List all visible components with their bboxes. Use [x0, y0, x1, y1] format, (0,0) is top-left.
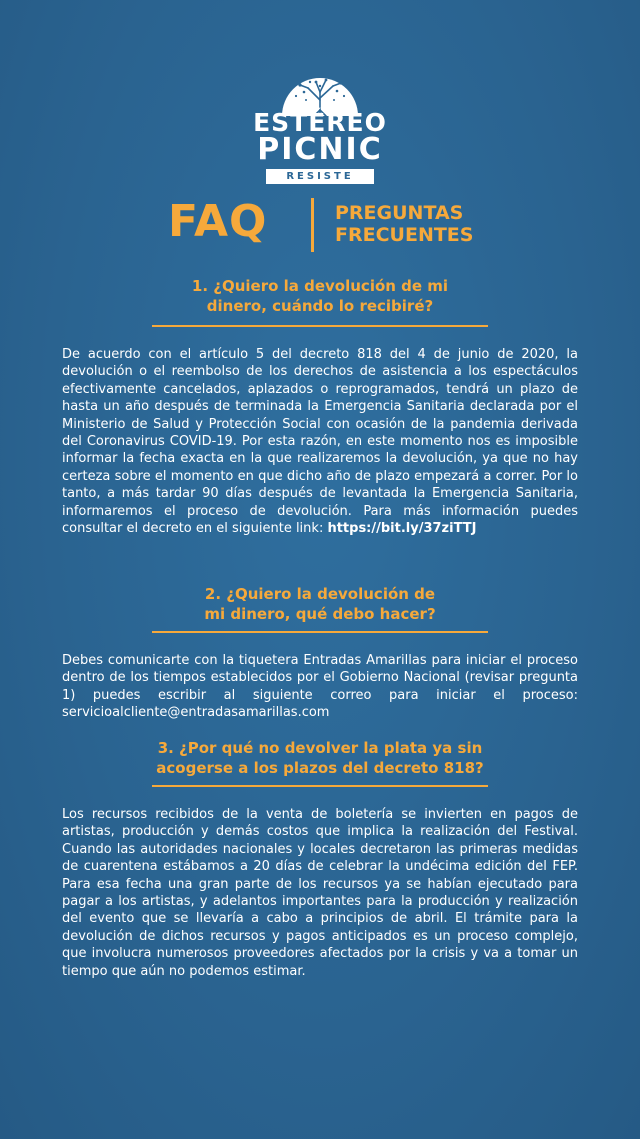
question-2-rule	[152, 631, 488, 633]
question-3-rule	[152, 785, 488, 787]
question-1-rule	[152, 325, 488, 327]
question-3-line1: 3. ¿Por qué no devolver la plata ya sin	[157, 739, 483, 757]
answer-3-text: Los recursos recibidos de la venta de boletería se invierten en pagos de artistas, producción y demás costos que implica la realización del Festival. Cuando las autoridades nacionales y locales decretaron las primeras medidas de cuarentena estábamos a 20 días de celebrar la undécima edición del FEP. Para esa fecha una gran parte de los recursos ya se habían ejecutado para pagar a los artistas, y adelantos importantes para la producción y realización del evento que se llevaría a cabo a principios de abril. El trámite para la devolución de dichos recursos y pagos anticipados es un proceso complejo, que involucra numerosos proveedores afectados por la crisis y va a tomar un tiempo que aún no podemos estimar.	[62, 807, 578, 979]
question-2-line1: 2. ¿Quiero la devolución de	[204, 585, 436, 603]
faq-divider	[311, 198, 314, 252]
faq-subtitle-line2: FRECUENTES	[335, 224, 474, 246]
answer-2	[62, 652, 578, 722]
faq-subtitle	[335, 202, 473, 246]
logo-word-picnic: PICNIC	[257, 132, 383, 167]
question-3-line2: acogerse a los plazos del decreto 818?	[156, 759, 484, 777]
answer-1-text: De acuerdo con el artículo 5 del decreto 818 del 4 de junio de 2020, la devolución o el reembolso de los derechos de asistencia a los espectáculos efectivamente cancelados, aplazados o reprogramados, tendrá un plazo de hasta un año después de terminada la Emergencia Sanitaria declarada por el Ministerio de Salud y Protección Social con ocasión de la pandemia derivada del Coronavirus COVID-19. Por esta razón, en este momento nos es imposible informar la fecha exacta en la que realizaremos la devolución, ya que no hay certeza sobre el momento en que dicho año de plazo empezará a correr. Por lo tanto, a más tardar 90 días después de levantada la Emergencia Sanitaria, informaremos el proceso de devolución. Para más información puedes consultar el decreto en el siguiente link:	[62, 347, 578, 537]
decree-link[interactable]: https://bit.ly/37ziTTJ	[327, 521, 477, 537]
answer-1	[62, 346, 578, 537]
logo-band-resiste: RESISTE	[266, 169, 374, 184]
logo-word-estereo: ESTÉREO	[253, 108, 387, 137]
answer-3	[62, 806, 578, 980]
question-1	[60, 276, 580, 316]
faq-subtitle-line1: PREGUNTAS	[335, 202, 464, 224]
faq-title: FAQ	[168, 196, 268, 247]
festival-logo	[240, 52, 400, 182]
answer-2-text: Debes comunicarte con la tiquetera Entradas Amarillas para iniciar el proceso dentro de los tiempos establecidos por el Gobierno Nacional (revisar pregunta 1) puedes escribir al siguiente correo para iniciar el proceso: servicioalcliente@entradasamarillas.com	[62, 653, 578, 721]
faq-header	[0, 196, 640, 256]
question-3	[60, 738, 580, 778]
question-2-line2: mi dinero, qué debo hacer?	[204, 605, 436, 623]
question-1-line2: dinero, cuándo lo recibiré?	[206, 297, 434, 315]
question-2	[60, 584, 580, 624]
question-1-line1: 1. ¿Quiero la devolución de mi	[191, 277, 449, 295]
